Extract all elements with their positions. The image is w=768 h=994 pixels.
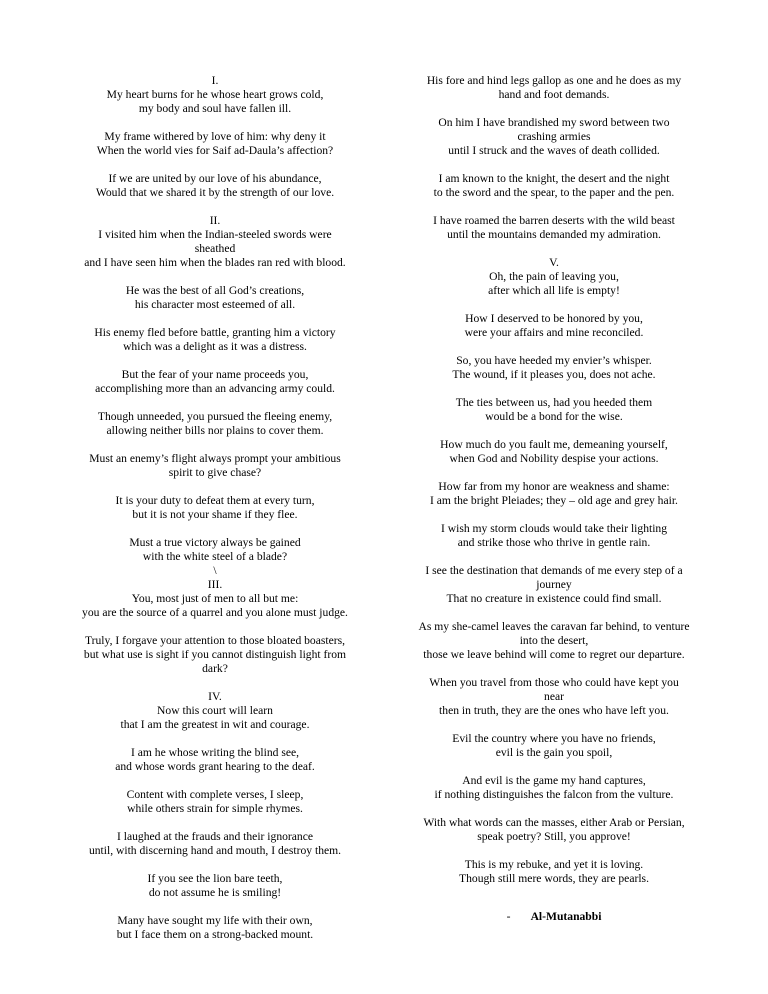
poem-line: do not assume he is smiling! bbox=[148, 886, 282, 899]
poem-line: and strike those who thrive in gentle rain. bbox=[457, 536, 651, 549]
poem-line: When the world vies for Saif ad-Daula’s affection? bbox=[96, 144, 334, 157]
poem-line: I see the destination that demands of me every step of a bbox=[425, 564, 683, 577]
poem-line: until, with discerning hand and mouth, I destroy them. bbox=[88, 844, 342, 857]
poem-line: that I am the greatest in wit and courage. bbox=[120, 718, 310, 731]
poem-line: If you see the lion bare teeth, bbox=[147, 872, 283, 885]
stanza bbox=[400, 396, 708, 424]
poem-line: while others strain for simple rhymes. bbox=[127, 802, 303, 815]
stanza bbox=[64, 452, 366, 480]
poem-line: On him I have brandished my sword between two bbox=[438, 116, 670, 129]
stanza bbox=[400, 676, 708, 718]
stanza bbox=[64, 914, 366, 942]
poem-line: until the mountains demanded my admiration. bbox=[447, 228, 661, 241]
poem-line: accomplishing more than an advancing army could. bbox=[95, 382, 335, 395]
poem-line: I laughed at the frauds and their ignorance bbox=[116, 830, 314, 843]
stanza bbox=[400, 256, 708, 298]
poem-line: near bbox=[544, 690, 564, 703]
poem-line: My frame withered by love of him: why deny it bbox=[104, 130, 326, 143]
poem-line: How much do you fault me, demeaning yourself, bbox=[440, 438, 668, 451]
poem-line: The ties between us, had you heeded them bbox=[455, 396, 653, 409]
stanza bbox=[400, 312, 708, 340]
poem-line: Though still mere words, they are pearls. bbox=[459, 872, 649, 885]
poem-line: I have roamed the barren deserts with the wild beast bbox=[433, 214, 675, 227]
stanza bbox=[64, 74, 366, 116]
poem-line: and whose words grant hearing to the deaf. bbox=[115, 760, 315, 773]
stanza bbox=[64, 368, 366, 396]
stanza bbox=[64, 172, 366, 200]
poem-line: The wound, if it pleases you, does not ache. bbox=[452, 368, 656, 381]
poem-line: sheathed bbox=[194, 242, 236, 255]
stanza bbox=[64, 830, 366, 858]
poem-line: with the white steel of a blade? bbox=[142, 550, 288, 563]
poem-line: but what use is sight if you cannot distinguish light from bbox=[83, 648, 347, 661]
poem-line: allowing neither bills nor plains to cover them. bbox=[106, 424, 324, 437]
poem-line: How far from my honor are weakness and shame: bbox=[438, 480, 670, 493]
left-column bbox=[64, 74, 366, 956]
poem-line: It is your duty to defeat them at every turn, bbox=[115, 494, 315, 507]
poem-line: until I struck and the waves of death collided. bbox=[448, 144, 660, 157]
stanza bbox=[64, 284, 366, 312]
poem-line: You, most just of men to all but me: bbox=[131, 592, 299, 605]
stanza bbox=[400, 74, 708, 102]
poem-line: hand and foot demands. bbox=[498, 88, 610, 101]
stanza bbox=[400, 732, 708, 760]
poem-line: you are the source of a quarrel and you alone must judge. bbox=[82, 606, 348, 619]
poem-line: and I have seen him when the blades ran red with blood. bbox=[84, 256, 346, 269]
poem-line: Many have sought my life with their own, bbox=[117, 914, 313, 927]
poem-line: His fore and hind legs gallop as one and he does as my bbox=[426, 74, 682, 87]
stanza bbox=[64, 634, 366, 676]
poem-line: Must a true victory always be gained bbox=[129, 536, 301, 549]
poem-line: after which all life is empty! bbox=[488, 284, 620, 297]
poem-line: As my she-camel leaves the caravan far behind, to venture bbox=[418, 620, 690, 633]
poem-line: He was the best of all God’s creations, bbox=[125, 284, 305, 297]
poem-line: to the sword and the spear, to the paper and the pen. bbox=[433, 186, 675, 199]
poem-line: I am the bright Pleiades; they – old age and grey hair. bbox=[430, 494, 678, 507]
poem-line: spirit to give chase? bbox=[168, 466, 262, 479]
poem-line: I visited him when the Indian-steeled swords were bbox=[98, 228, 332, 241]
poem-line: \ bbox=[213, 564, 217, 577]
stanza bbox=[400, 522, 708, 550]
stanza bbox=[64, 872, 366, 900]
poem-line: his character most esteemed of all. bbox=[134, 298, 296, 311]
stanza bbox=[400, 172, 708, 200]
stanza bbox=[64, 788, 366, 816]
poem-line: dark? bbox=[202, 662, 228, 675]
poem-line: How I deserved to be honored by you, bbox=[465, 312, 643, 325]
poem-line: But the fear of your name proceeds you, bbox=[121, 368, 309, 381]
poem-line: With what words can the masses, either Arab or Persian, bbox=[423, 816, 685, 829]
poem-line: Oh, the pain of leaving you, bbox=[489, 270, 619, 283]
poem-line: His enemy fled before battle, granting him a victory bbox=[94, 326, 336, 339]
stanza bbox=[400, 438, 708, 466]
stanza bbox=[64, 410, 366, 438]
poem-line: III. bbox=[207, 578, 223, 591]
stanza bbox=[400, 816, 708, 844]
stanza bbox=[400, 564, 708, 606]
poem-line: if nothing distinguishes the falcon from the vulture. bbox=[434, 788, 674, 801]
stanza bbox=[64, 536, 366, 620]
stanza bbox=[400, 620, 708, 662]
poem-line: And evil is the game my hand captures, bbox=[462, 774, 646, 787]
poem-line: Would that we shared it by the strength of our love. bbox=[95, 186, 335, 199]
poem-line: My heart burns for he whose heart grows cold, bbox=[106, 88, 324, 101]
poem-line: Must an enemy’s flight always prompt your ambitious bbox=[89, 452, 341, 465]
poem-line: into the desert, bbox=[519, 634, 589, 647]
poem-line: speak poetry? Still, you approve! bbox=[477, 830, 631, 843]
poem-line: but I face them on a strong-backed mount. bbox=[116, 928, 314, 941]
poem-line: IV. bbox=[208, 690, 222, 703]
signature bbox=[400, 910, 708, 924]
stanza bbox=[400, 480, 708, 508]
right-column bbox=[400, 74, 708, 924]
poem-line: Now this court will learn bbox=[157, 704, 273, 717]
poem-line: I wish my storm clouds would take their lighting bbox=[440, 522, 668, 535]
poem-line: journey bbox=[536, 578, 572, 591]
poem-line: This is my rebuke, and yet it is loving. bbox=[464, 858, 644, 871]
poem-line: those we leave behind will come to regret our departure. bbox=[423, 648, 685, 661]
stanza bbox=[400, 214, 708, 242]
stanza bbox=[64, 746, 366, 774]
stanza bbox=[64, 214, 366, 270]
poem-line: when God and Nobility despise your actions. bbox=[449, 452, 659, 465]
poem-line: That no creature in existence could find small. bbox=[446, 592, 662, 605]
poem-line: then in truth, they are the ones who have left you. bbox=[439, 704, 669, 717]
stanza bbox=[64, 494, 366, 522]
stanza bbox=[64, 690, 366, 732]
poem-line: evil is the gain you spoil, bbox=[495, 746, 613, 759]
poem-line: crashing armies bbox=[517, 130, 591, 143]
stanza bbox=[400, 858, 708, 886]
poem-line: but it is not your shame if they flee. bbox=[132, 508, 298, 521]
poem-line: I am known to the knight, the desert and the night bbox=[438, 172, 670, 185]
stanza bbox=[400, 354, 708, 382]
poem-line: Though unneeded, you pursued the fleeing enemy, bbox=[97, 410, 333, 423]
poem-line: my body and soul have fallen ill. bbox=[138, 102, 292, 115]
poem-line: Truly, I forgave your attention to those bloated boasters, bbox=[84, 634, 346, 647]
poem-line: V. bbox=[549, 256, 559, 269]
signature-dash: - bbox=[506, 910, 511, 923]
poem-line: which was a delight as it was a distress. bbox=[123, 340, 307, 353]
poem-line: I am he whose writing the blind see, bbox=[130, 746, 300, 759]
poem-line: II. bbox=[209, 214, 221, 227]
poem-line: When you travel from those who could have kept you bbox=[429, 676, 679, 689]
stanza bbox=[64, 326, 366, 354]
poem-line: were your affairs and mine reconciled. bbox=[464, 326, 644, 339]
stanza bbox=[400, 116, 708, 158]
poem-line: Evil the country where you have no friends, bbox=[452, 732, 656, 745]
author-name: Al-Mutanabbi bbox=[530, 910, 602, 923]
poem-line: If we are united by our love of his abundance, bbox=[108, 172, 322, 185]
poem-line: would be a bond for the wise. bbox=[485, 410, 623, 423]
stanza bbox=[64, 130, 366, 158]
poem-line: So, you have heeded my envier’s whisper. bbox=[456, 354, 652, 367]
poem-line: I. bbox=[211, 74, 219, 87]
stanza bbox=[400, 774, 708, 802]
poem-line: Content with complete verses, I sleep, bbox=[126, 788, 304, 801]
